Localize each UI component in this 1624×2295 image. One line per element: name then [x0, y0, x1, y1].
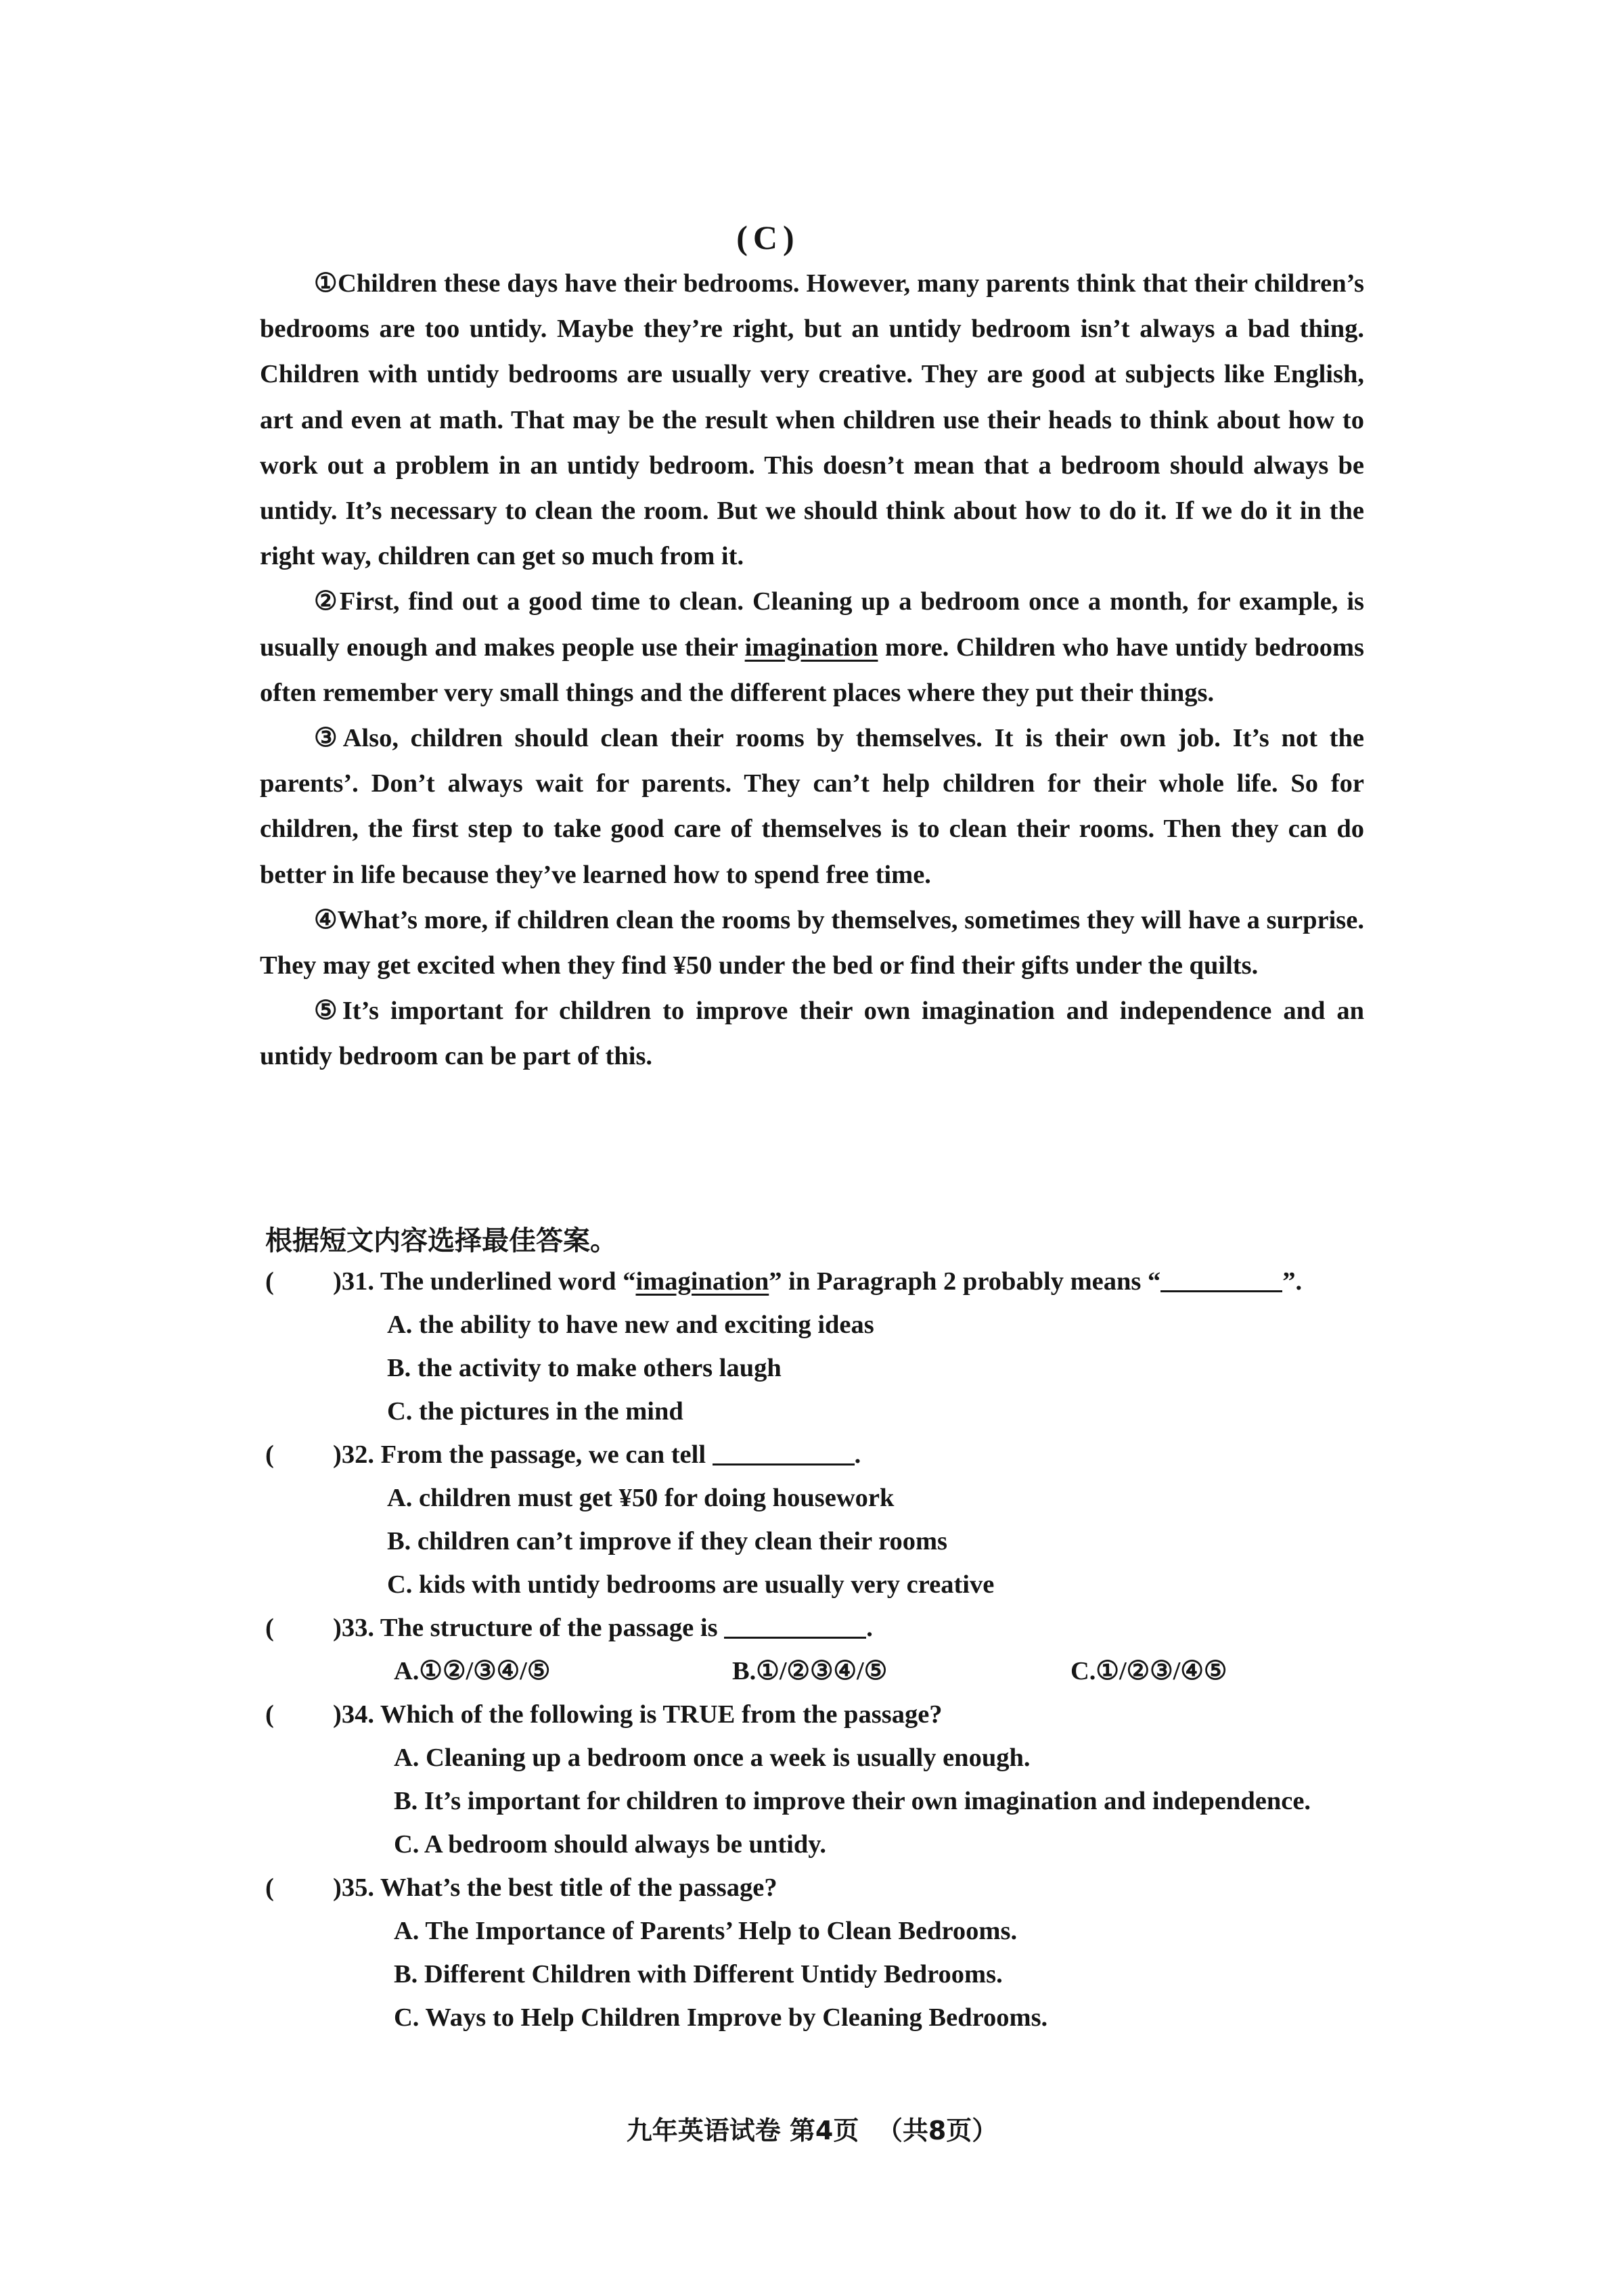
answer-blank[interactable]	[1160, 1263, 1282, 1292]
answer-blank[interactable]	[713, 1436, 855, 1465]
option[interactable]: B. children can’t improve if they clean their rooms	[387, 1527, 948, 1555]
paragraph-5: ⑤It’s important for children to improve their own imagination and independence and an untidy bedroom can be part of this.	[260, 997, 1364, 1071]
option[interactable]: C. kids with untidy bedrooms are usually very creative	[387, 1570, 995, 1599]
option[interactable]: B. Different Children with Different Untidy Bedrooms.	[394, 1960, 1003, 1989]
option[interactable]: A. children must get ¥50 for doing housework	[387, 1484, 895, 1512]
instruction: 根据短文内容选择最佳答案。	[265, 1225, 617, 1256]
option[interactable]: C. the pictures in the mind	[387, 1397, 683, 1426]
question-33: ( )33. The structure of the passage is .	[265, 1606, 1402, 1650]
option[interactable]: B. It’s important for children to improve their own imagination and independence.	[394, 1787, 1311, 1815]
option[interactable]: C. Ways to Help Children Improve by Cleaning Bedrooms.	[394, 2003, 1048, 2032]
answer-paren[interactable]: (	[265, 1440, 274, 1469]
answer-blank[interactable]	[724, 1610, 866, 1639]
answer-paren[interactable]: (	[265, 1700, 274, 1729]
page-footer: 九年英语试卷 第4页 （共8页）	[626, 2116, 998, 2145]
answer-paren[interactable]: (	[265, 1614, 274, 1642]
option[interactable]: C. A bedroom should always be untidy.	[394, 1830, 827, 1859]
question-34: ( )34. Which of the following is TRUE from the passage?	[265, 1693, 1402, 1736]
underlined-word: imagination	[744, 633, 878, 662]
option[interactable]: B. the activity to make others laugh	[387, 1354, 782, 1382]
paragraph-4: ④What’s more, if children clean the rooms by themselves, sometimes they will have a surprise. They may get excited when they find ¥50 under the bed or find their gifts under the quilts.	[260, 905, 1364, 980]
option[interactable]: A.①②/③④/⑤	[394, 1657, 551, 1685]
question-32: ( )32. From the passage, we can tell .	[265, 1433, 1402, 1476]
reading-passage	[260, 261, 1364, 1080]
option-row	[265, 1650, 1402, 1693]
answer-paren[interactable]: (	[265, 1267, 274, 1296]
option[interactable]: A. the ability to have new and exciting ideas	[387, 1311, 874, 1339]
paragraph-1: ①Children these days have their bedrooms. However, many parents think that their children’s bedrooms are too untidy. Maybe they’re right, but an untidy bedroom isn’t always a bad thing. Children with untidy bedrooms are usually very creative. They are good at subjects like English, art and even at math. That may be the result when children use their heads to think about how to work out a problem in an untidy bedroom. This doesn’t mean that a bedroom should always be untidy. It’s necessary to clean the room. But we should think about how to do it. If we do it in the right way, children can get so much from it.	[260, 269, 1364, 571]
option[interactable]: C.①/②③/④⑤	[1070, 1657, 1227, 1685]
option[interactable]: A. Cleaning up a bedroom once a week is usually enough.	[394, 1744, 1031, 1772]
answer-paren[interactable]: (	[265, 1873, 274, 1902]
paragraph-3: ③Also, children should clean their rooms by themselves. It is their own job. It’s not the parents’. Don’t always wait for parents. They can’t help children for their whole life. So for children, the first step to take good care of themselves is to clean their rooms. Then they can do better in life because they’ve learned how to spend free time.	[260, 724, 1364, 889]
option[interactable]: B.①/②③④/⑤	[732, 1657, 888, 1685]
question-31: ( )31. The underlined word “imagination” in Paragraph 2 probably means “ ”.	[265, 1260, 1402, 1303]
section-title: (C)	[736, 219, 800, 256]
paragraph-2: ②First, find out a good time to clean. Cleaning up a bedroom once a month, for example, is usually enough and makes people use their imagination more. Children who have untidy bedrooms often remember very small things and the different places where they put their things.	[260, 587, 1364, 707]
option[interactable]: A. The Importance of Parents’ Help to Clean Bedrooms.	[394, 1917, 1018, 1945]
question-35: ( )35. What’s the best title of the passage?	[265, 1866, 1402, 1909]
question-list	[265, 1260, 1402, 2039]
